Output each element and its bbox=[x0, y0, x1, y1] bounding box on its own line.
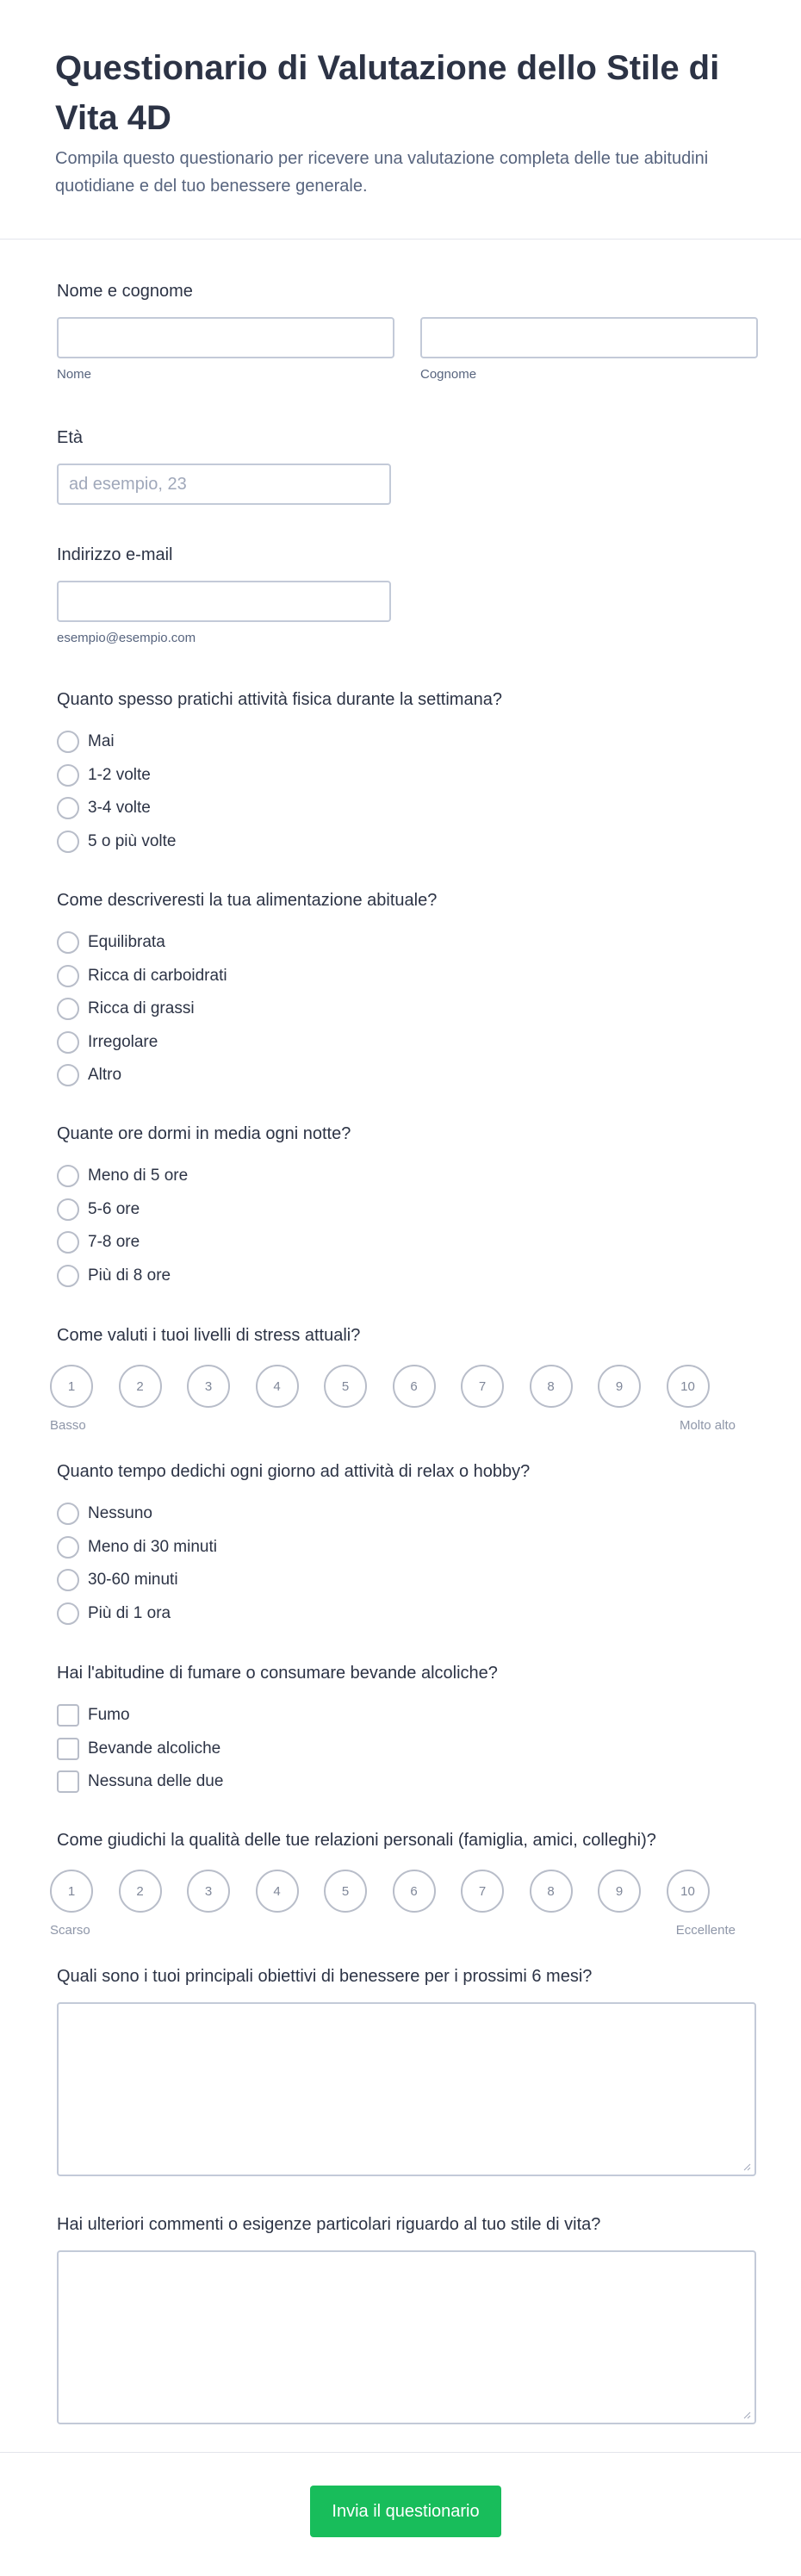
resize-handle-icon[interactable] bbox=[742, 2162, 751, 2171]
sleep-options bbox=[57, 1160, 351, 1292]
sleep-option[interactable] bbox=[57, 1193, 351, 1227]
relax-options bbox=[57, 1497, 530, 1630]
sleep-label: Quante ore dormi in media ogni notte? bbox=[57, 1124, 351, 1143]
email-sublabel: esempio@esempio.com bbox=[57, 631, 196, 645]
stress-high-label: Molto alto bbox=[679, 1418, 736, 1433]
stress-scale-option[interactable]: 8 bbox=[530, 1365, 573, 1408]
option-label: Nessuna delle due bbox=[88, 1772, 224, 1791]
diet-option[interactable] bbox=[57, 960, 437, 993]
relations-scale-option[interactable]: 8 bbox=[530, 1870, 573, 1913]
option-label: 30-60 minuti bbox=[88, 1571, 178, 1590]
age-input[interactable] bbox=[57, 464, 391, 505]
relations-low-label: Scarso bbox=[50, 1923, 90, 1938]
activity-option[interactable] bbox=[57, 759, 502, 793]
option-label: Meno di 5 ore bbox=[88, 1167, 189, 1185]
stress-scale-option[interactable]: 3 bbox=[187, 1365, 230, 1408]
option-label: Ricca di carboidrati bbox=[88, 966, 227, 985]
stress-scale-option[interactable]: 1 bbox=[50, 1365, 93, 1408]
last-name-input[interactable] bbox=[420, 317, 758, 358]
radio-button[interactable] bbox=[57, 1165, 79, 1187]
sleep-option[interactable] bbox=[57, 1160, 351, 1193]
form-title: Questionario di Valutazione dello Stile di Vita 4D bbox=[55, 49, 720, 137]
stress-scale-option[interactable]: 10 bbox=[667, 1365, 710, 1408]
comments-label: Hai ulteriori commenti o esigenze particolari riguardo al tuo stile di vita? bbox=[57, 2215, 601, 2234]
radio-button[interactable] bbox=[57, 1503, 79, 1525]
stress-scale-option[interactable]: 7 bbox=[461, 1365, 504, 1408]
option-label: 1-2 volte bbox=[88, 765, 151, 784]
radio-button[interactable] bbox=[57, 1064, 79, 1086]
relations-label: Come giudichi la qualità delle tue relazioni personali (famiglia, amici, colleghi)? bbox=[57, 1831, 656, 1850]
diet-option[interactable] bbox=[57, 1026, 437, 1060]
question-email bbox=[57, 544, 391, 646]
relations-high-label: Eccellente bbox=[675, 1923, 736, 1938]
activity-option[interactable] bbox=[57, 792, 502, 825]
relations-scale-option[interactable]: 4 bbox=[256, 1870, 299, 1913]
radio-button[interactable] bbox=[57, 998, 79, 1020]
stress-scale bbox=[50, 1365, 736, 1434]
stress-label: Come valuti i tuoi livelli di stress attuali? bbox=[57, 1326, 361, 1345]
radio-button[interactable] bbox=[57, 1265, 79, 1287]
option-label: Ricca di grassi bbox=[88, 999, 195, 1018]
relations-scale-option[interactable]: 7 bbox=[461, 1870, 504, 1913]
radio-button[interactable] bbox=[57, 1198, 79, 1221]
diet-option[interactable] bbox=[57, 926, 437, 960]
activity-options bbox=[57, 725, 502, 858]
goals-textarea[interactable] bbox=[57, 2002, 756, 2176]
smoke-label: Hai l'abitudine di fumare o consumare bevande alcoliche? bbox=[57, 1664, 498, 1683]
relations-scale-option[interactable]: 3 bbox=[187, 1870, 230, 1913]
option-label: 5 o più volte bbox=[88, 831, 177, 850]
comments-textarea[interactable] bbox=[57, 2250, 756, 2424]
relations-scale-option[interactable]: 2 bbox=[119, 1870, 162, 1913]
full-name-label: Nome e cognome bbox=[57, 282, 193, 301]
checkbox[interactable] bbox=[57, 1738, 79, 1760]
relations-scale bbox=[50, 1870, 736, 1938]
option-label: Meno di 30 minuti bbox=[88, 1537, 217, 1556]
smoke-options bbox=[57, 1699, 498, 1799]
first-name-sublabel: Nome bbox=[57, 367, 92, 382]
question-activity bbox=[57, 689, 502, 858]
option-label: Più di 8 ore bbox=[88, 1266, 171, 1285]
diet-label: Come descriveresti la tua alimentazione abituale? bbox=[57, 891, 438, 910]
option-label: Altro bbox=[88, 1066, 122, 1085]
submit-button[interactable]: Invia il questionario bbox=[310, 2486, 501, 2537]
diet-option[interactable] bbox=[57, 1059, 437, 1092]
relax-option[interactable] bbox=[57, 1564, 530, 1597]
resize-handle-icon[interactable] bbox=[742, 2411, 751, 2419]
radio-button[interactable] bbox=[57, 764, 79, 787]
question-goals bbox=[57, 1966, 756, 2176]
stress-scale-option[interactable]: 4 bbox=[256, 1365, 299, 1408]
first-name-input[interactable] bbox=[57, 317, 394, 358]
radio-button[interactable] bbox=[57, 831, 79, 853]
smoke-option[interactable] bbox=[57, 1765, 498, 1799]
relations-scale-option[interactable]: 9 bbox=[598, 1870, 641, 1913]
option-label: Nessuno bbox=[88, 1504, 152, 1523]
relax-option[interactable] bbox=[57, 1597, 530, 1631]
smoke-option[interactable] bbox=[57, 1699, 498, 1733]
relations-scale-option[interactable]: 1 bbox=[50, 1870, 93, 1913]
radio-button[interactable] bbox=[57, 1031, 79, 1054]
option-label: Mai bbox=[88, 732, 115, 751]
question-relations bbox=[50, 1830, 736, 1938]
radio-button[interactable] bbox=[57, 931, 79, 954]
option-label: Fumo bbox=[88, 1706, 130, 1725]
question-stress bbox=[50, 1325, 736, 1434]
sleep-option[interactable] bbox=[57, 1260, 351, 1293]
stress-scale-option[interactable]: 6 bbox=[393, 1365, 436, 1408]
option-label: 7-8 ore bbox=[88, 1233, 140, 1252]
option-label: Equilibrata bbox=[88, 933, 165, 952]
smoke-option[interactable] bbox=[57, 1733, 498, 1766]
relations-scale-option[interactable]: 5 bbox=[324, 1870, 367, 1913]
radio-button[interactable] bbox=[57, 965, 79, 987]
stress-scale-option[interactable]: 2 bbox=[119, 1365, 162, 1408]
age-label: Età bbox=[57, 428, 84, 447]
relax-option[interactable] bbox=[57, 1497, 530, 1531]
option-label: Bevande alcoliche bbox=[88, 1739, 221, 1758]
diet-option[interactable] bbox=[57, 992, 437, 1026]
option-label: 3-4 volte bbox=[88, 799, 151, 818]
option-label: 5-6 ore bbox=[88, 1199, 140, 1218]
activity-label: Quanto spesso pratichi attività fisica durante la settimana? bbox=[57, 690, 502, 709]
last-name-sublabel: Cognome bbox=[420, 367, 477, 382]
option-label: Più di 1 ora bbox=[88, 1603, 171, 1622]
sleep-option[interactable] bbox=[57, 1226, 351, 1260]
question-sleep bbox=[57, 1123, 351, 1292]
question-age bbox=[57, 427, 391, 505]
form-description: Compila questo questionario per ricevere una valutazione completa delle tue abitudini quotidiane e del tuo benessere generale. bbox=[55, 149, 709, 196]
question-comments bbox=[57, 2214, 756, 2424]
stress-scale-option[interactable]: 5 bbox=[324, 1365, 367, 1408]
relations-scale-option[interactable]: 10 bbox=[667, 1870, 710, 1913]
goals-label: Quali sono i tuoi principali obiettivi di benessere per i prossimi 6 mesi? bbox=[57, 1967, 593, 1986]
radio-button[interactable] bbox=[57, 797, 79, 819]
relax-label: Quanto tempo dedichi ogni giorno ad attività di relax o hobby? bbox=[57, 1462, 531, 1481]
stress-scale-option[interactable]: 9 bbox=[598, 1365, 641, 1408]
email-input[interactable] bbox=[57, 581, 391, 622]
radio-button[interactable] bbox=[57, 1231, 79, 1254]
activity-option[interactable] bbox=[57, 725, 502, 759]
email-label: Indirizzo e-mail bbox=[57, 545, 173, 564]
question-smoke-alcohol bbox=[57, 1663, 498, 1799]
checkbox[interactable] bbox=[57, 1704, 79, 1727]
radio-button[interactable] bbox=[57, 731, 79, 753]
checkbox[interactable] bbox=[57, 1770, 79, 1793]
question-relax bbox=[57, 1461, 530, 1630]
form-header bbox=[0, 0, 801, 240]
radio-button[interactable] bbox=[57, 1569, 79, 1591]
radio-button[interactable] bbox=[57, 1602, 79, 1625]
relax-option[interactable] bbox=[57, 1531, 530, 1565]
form-footer bbox=[0, 2452, 801, 2576]
option-label: Irregolare bbox=[88, 1032, 158, 1051]
question-full-name bbox=[57, 281, 758, 383]
relations-scale-option[interactable]: 6 bbox=[393, 1870, 436, 1913]
activity-option[interactable] bbox=[57, 825, 502, 859]
radio-button[interactable] bbox=[57, 1536, 79, 1559]
stress-low-label: Basso bbox=[50, 1418, 86, 1433]
diet-options bbox=[57, 926, 437, 1092]
question-diet bbox=[57, 890, 437, 1092]
